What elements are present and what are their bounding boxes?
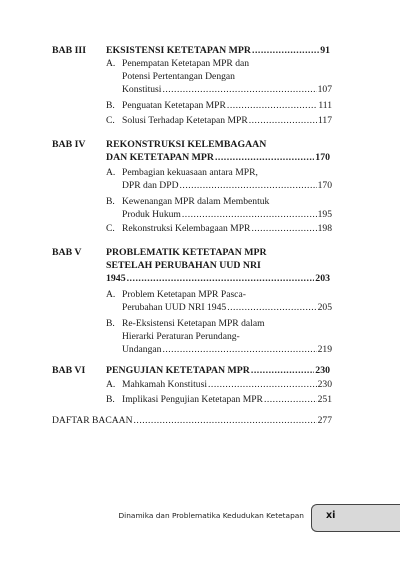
page-number-tab: [311, 504, 400, 532]
chapter-title: [106, 364, 330, 377]
chapter-page: 170: [315, 152, 330, 163]
entry-page: 251: [317, 394, 332, 405]
entry-letter: A.: [106, 58, 116, 69]
entry-line: Pembagian kekuasaan antara MPR,: [122, 167, 258, 178]
entry-page: 219: [317, 344, 332, 355]
running-footer-title: Dinamika dan Problematika Kedudukan Ketetapan: [118, 511, 304, 520]
chapter-title-line: REKONSTRUKSI KELEMBAGAAN: [106, 139, 267, 150]
chapter-label: BAB III: [52, 45, 87, 56]
entry-page: 230: [317, 379, 332, 390]
chapter-title: [106, 138, 330, 164]
chapter-title-line: PROBLEMATIK KETETAPAN MPR: [106, 247, 267, 258]
chapter-title-line: EKSISTENSI KETETAPAN MPR: [106, 45, 251, 56]
chapter-title-line: DAN KETETAPAN MPR: [106, 152, 214, 163]
entry-letter: A.: [106, 289, 116, 300]
entry-letter: B.: [106, 196, 115, 207]
entry-letter: B.: [106, 394, 115, 405]
entry-page: 117: [317, 115, 332, 126]
entry-line: Solusi Terhadap Ketetapan MPR: [122, 115, 248, 126]
entry-line: Re-Eksistensi Ketetapan MPR dalam: [122, 318, 265, 329]
entry-line: Problem Ketetapan MPR Pasca-: [122, 289, 246, 300]
entry-line: Penguatan Ketetapan MPR: [122, 100, 226, 111]
entry-letter: B.: [106, 318, 115, 329]
chapter-title-line: 1945: [106, 273, 126, 284]
chapter-title-line: SETELAH PERUBAHAN UUD NRI: [106, 260, 261, 271]
chapter-title-line: PENGUJIAN KETETAPAN MPR: [106, 365, 250, 376]
chapter-page: 230: [315, 365, 330, 376]
chapter-title: [106, 246, 330, 285]
entry-line: Produk Hukum: [122, 209, 181, 220]
entry-page: 111: [318, 100, 332, 111]
chapter-label: BAB VI: [52, 365, 86, 376]
entry-line: Hierarki Peraturan Perundang-: [122, 331, 240, 342]
entry-letter: C.: [106, 223, 115, 234]
entry-line: Kewenangan MPR dalam Membentuk: [122, 196, 270, 207]
entry-letter: C.: [106, 115, 115, 126]
entry-line: Rekonstruksi Kelembagaan MPR: [122, 223, 251, 234]
entry-page: 170: [317, 180, 332, 191]
entry-page: 198: [317, 223, 332, 234]
bibliography-label: DAFTAR BACAAN: [52, 415, 133, 426]
entry-line: Perubahan UUD NRI 1945: [122, 302, 227, 313]
chapter-page: 91: [320, 45, 330, 56]
entry-line: Undangan: [122, 344, 162, 355]
page-number: xi: [326, 510, 336, 521]
entry-page: 107: [317, 84, 332, 95]
chapter-title: [106, 44, 330, 57]
entry-line: DPR dan DPD: [122, 180, 179, 191]
bibliography-entry: [52, 414, 332, 427]
chapter-page: 203: [315, 273, 330, 284]
entry-letter: A.: [106, 379, 116, 390]
entry-line: Konstitusi: [122, 84, 162, 95]
entry-line: Mahkamah Konstitusi: [122, 379, 208, 390]
entry-line: Penempatan Ketetapan MPR dan: [122, 58, 250, 69]
entry-letter: A.: [106, 167, 116, 178]
bibliography-page: 277: [317, 415, 332, 426]
entry-page: 195: [317, 209, 332, 220]
chapter-label: BAB IV: [52, 139, 86, 150]
entry-page: 205: [317, 302, 332, 313]
page-footer: [0, 500, 400, 532]
chapter-label: BAB V: [52, 247, 82, 258]
entry-line: Potensi Pertentangan Dengan: [122, 71, 235, 82]
entry-line: Implikasi Pengujian Ketetapan MPR: [122, 394, 263, 405]
entry-letter: B.: [106, 100, 115, 111]
